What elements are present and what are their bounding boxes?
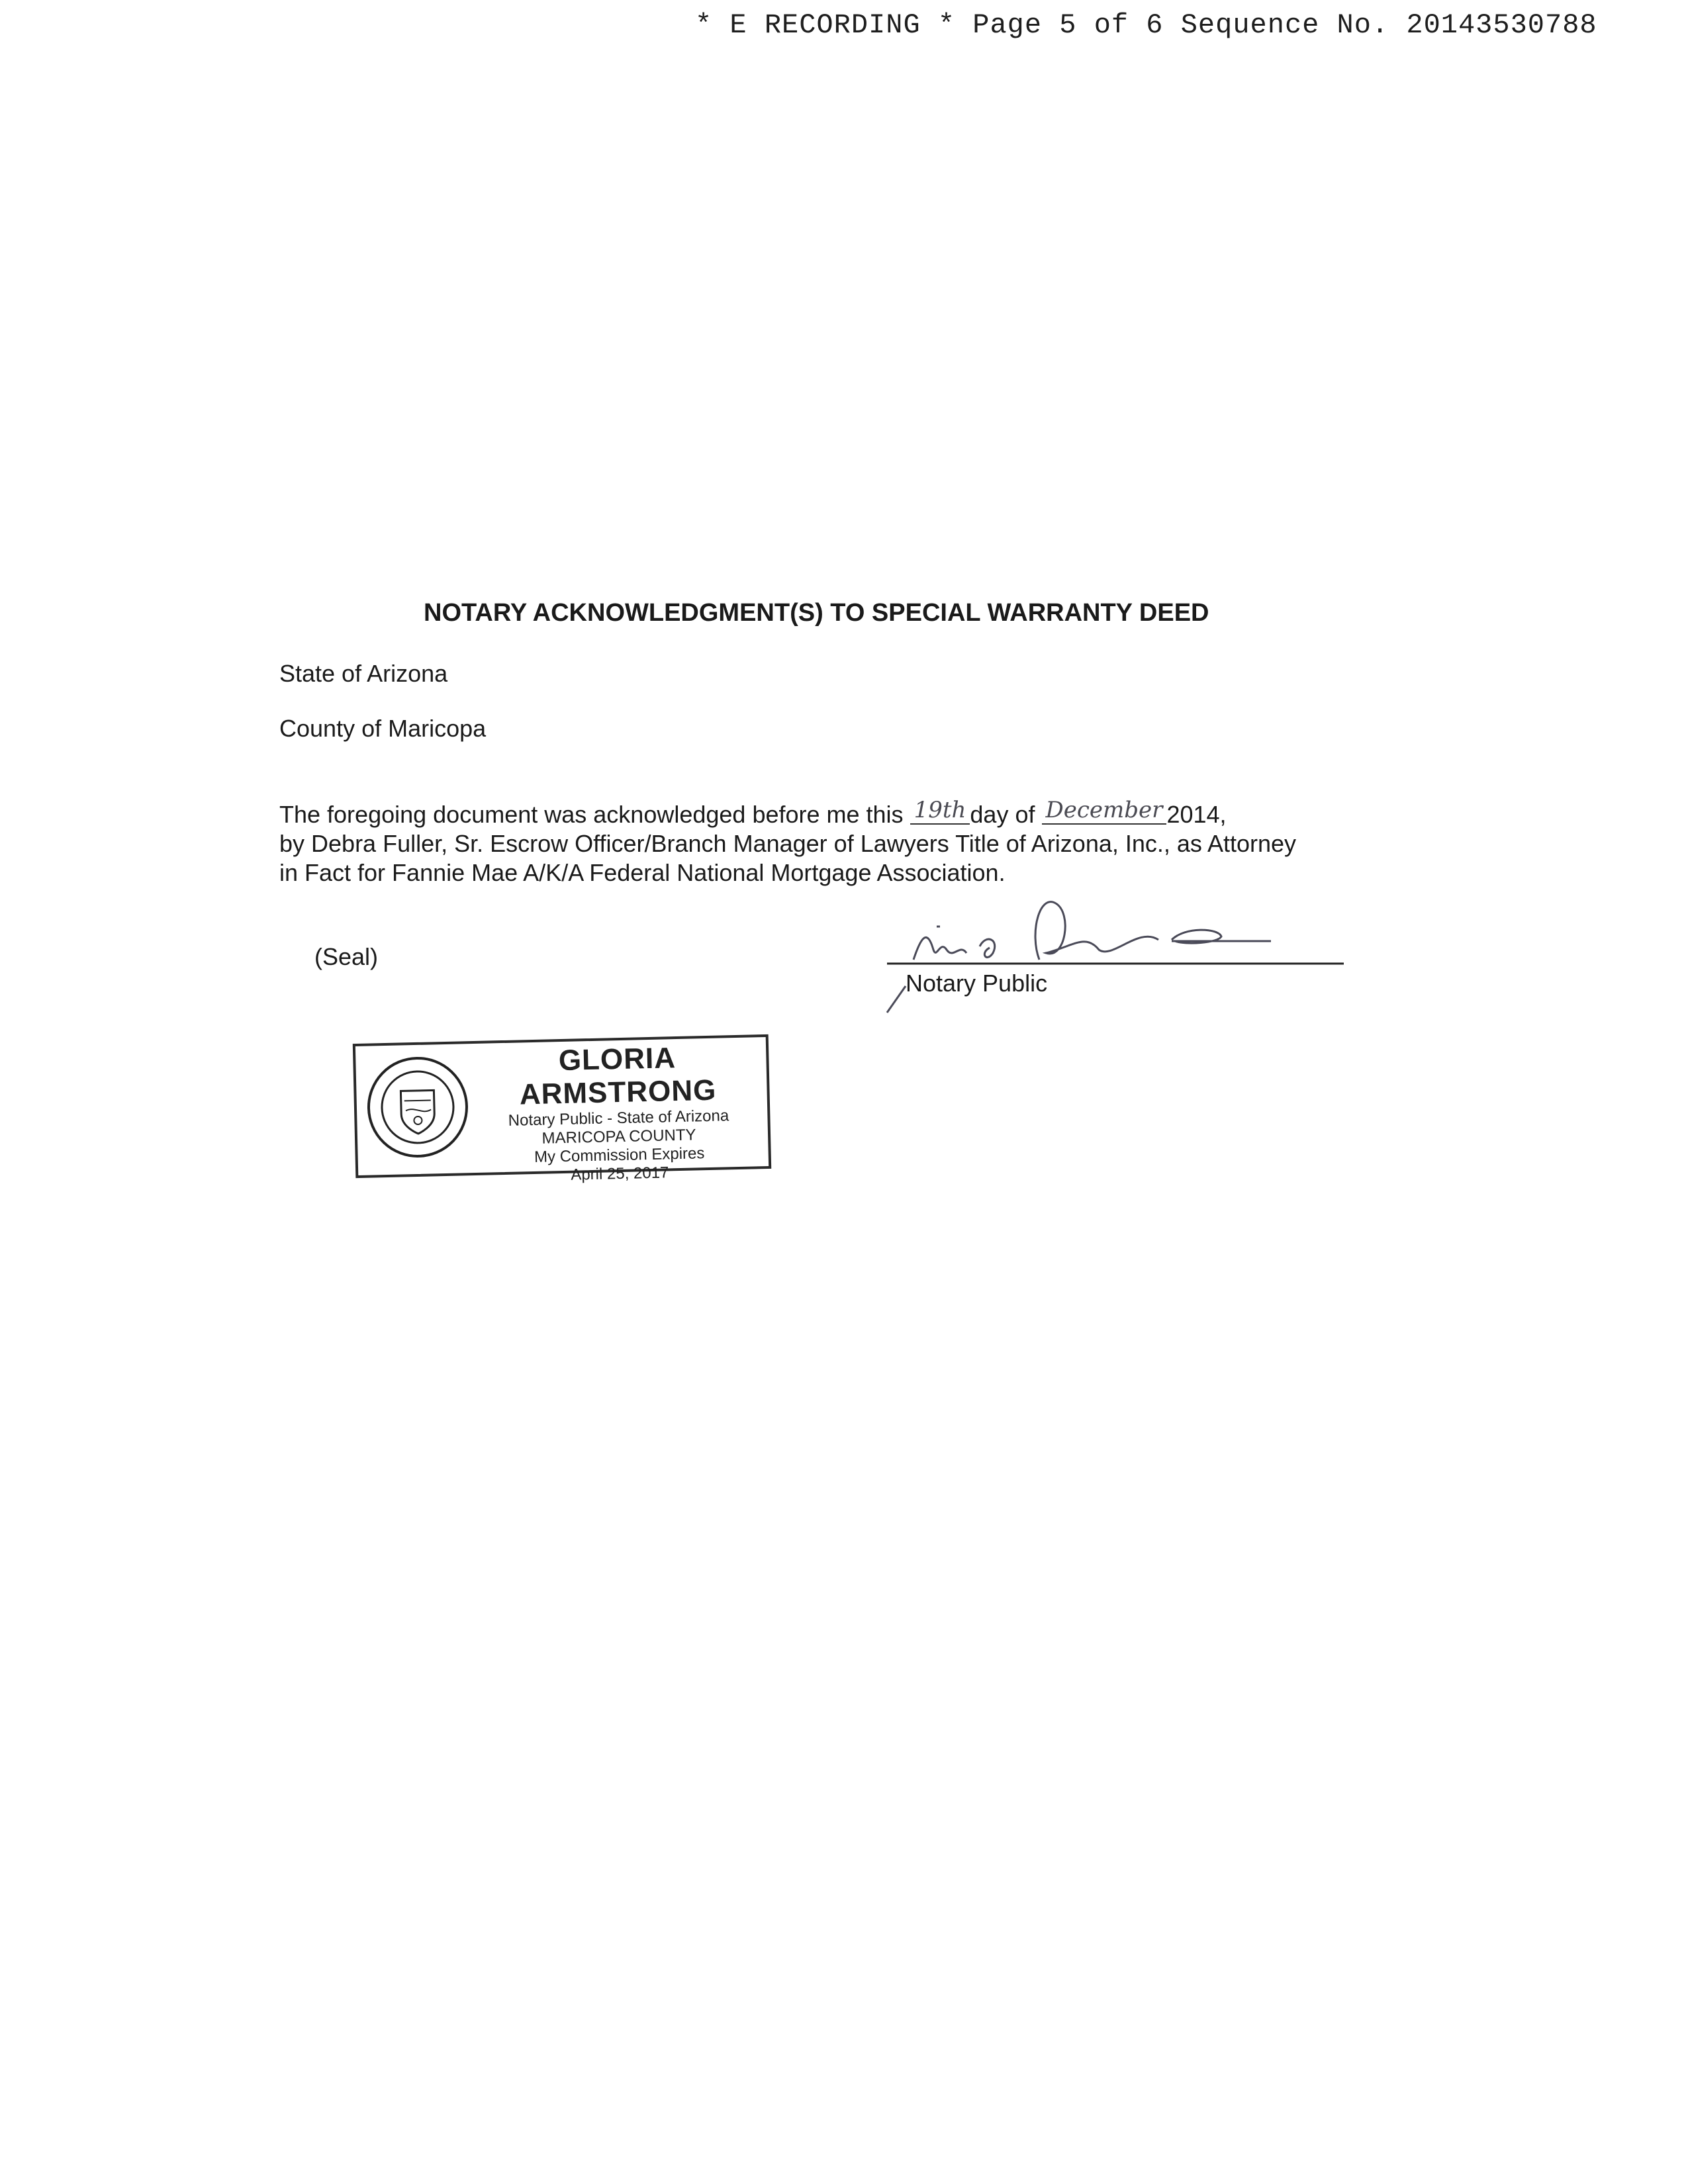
state-seal-icon bbox=[363, 1053, 472, 1161]
handwritten-month: December bbox=[1042, 797, 1167, 825]
document-title: NOTARY ACKNOWLEDGMENT(S) TO SPECIAL WARRANTY DEED bbox=[424, 599, 1209, 627]
state-line: State of Arizona bbox=[279, 660, 448, 687]
commission-expiry: April 25, 2017 bbox=[570, 1163, 669, 1184]
recording-header: * E RECORDING * Page 5 of 6 Sequence No. 20143530788 bbox=[695, 9, 1597, 41]
ack-year: 2014, bbox=[1166, 801, 1227, 828]
notary-stamp bbox=[353, 1034, 771, 1184]
ack-mid: day of bbox=[970, 801, 1035, 828]
notary-public-label: Notary Public bbox=[906, 970, 1048, 997]
handwritten-day: 19th bbox=[910, 797, 970, 825]
seal-label: (Seal) bbox=[314, 943, 379, 970]
notary-title: Notary Public - State of Arizona bbox=[508, 1107, 729, 1130]
notary-county: MARICOPA COUNTY bbox=[541, 1126, 696, 1148]
commission-label: My Commission Expires bbox=[534, 1144, 705, 1166]
notary-name: GLORIA ARMSTRONG bbox=[519, 1042, 717, 1111]
county-line: County of Maricopa bbox=[279, 715, 487, 742]
acknowledgment-line-3: in Fact for Fannie Mae A/K/A Federal National Mortgage Association. bbox=[279, 859, 1006, 886]
acknowledgment-line-2: by Debra Fuller, Sr. Escrow Officer/Branch Manager of Lawyers Title of Arizona, Inc., as Attorney bbox=[279, 830, 1297, 857]
ack-prefix: The foregoing document was acknowledged before me this bbox=[279, 801, 904, 828]
notary-signature bbox=[874, 887, 1350, 1019]
acknowledgment-line-1 bbox=[279, 797, 1227, 830]
